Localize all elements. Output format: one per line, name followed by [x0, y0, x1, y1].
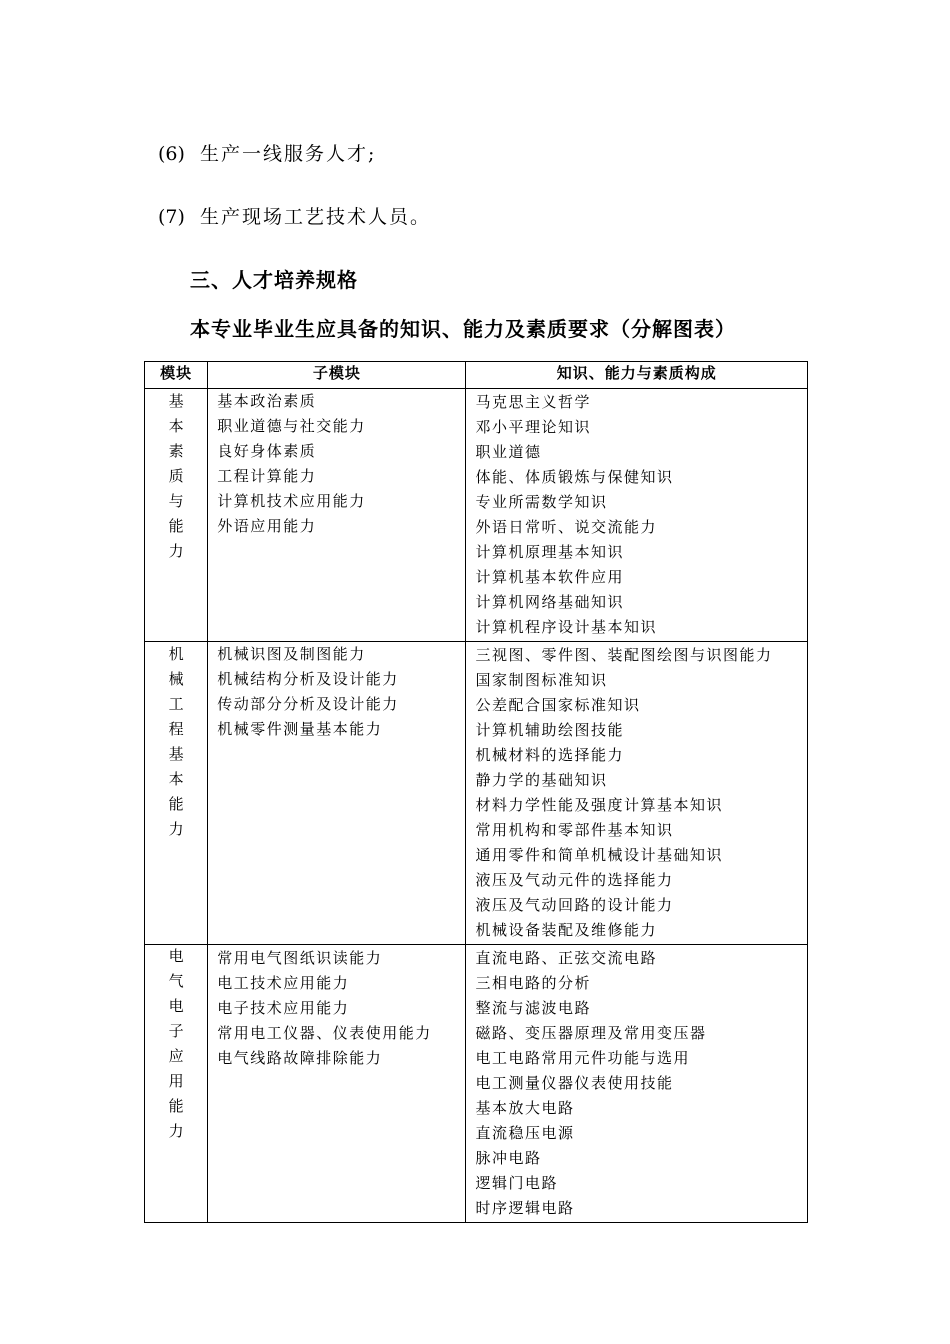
list-item: 磁路、变压器原理及常用变压器 — [475, 1024, 707, 1042]
list-item: 直流电路、正弦交流电路 — [475, 949, 657, 967]
list-item: 马克思主义哲学 — [475, 393, 591, 411]
list-item: 计算机网络基础知识 — [475, 593, 624, 611]
list-item: 职业道德 — [475, 443, 542, 461]
header-submodule: 子模块 — [208, 362, 466, 389]
list-item: 三相电路的分析 — [475, 974, 591, 992]
requirements-table — [144, 361, 808, 1223]
list-item: 直流稳压电源 — [475, 1124, 575, 1142]
module-label: 机械工程基本能力 — [168, 645, 184, 838]
table-title: 本专业毕业生应具备的知识、能力及素质要求（分解图表） — [190, 317, 736, 341]
list-item: 职业道德与社交能力 — [217, 417, 366, 435]
paragraph-item-6 — [158, 139, 376, 166]
list-item: 逻辑门电路 — [475, 1174, 558, 1192]
knowledge-cell — [466, 389, 808, 642]
list-item: 常用电工仪器、仪表使用能力 — [217, 1024, 432, 1042]
list-item: 电工电路常用元件功能与选用 — [475, 1049, 690, 1067]
submodule-cell — [208, 389, 466, 642]
list-item: 时序逻辑电路 — [475, 1199, 575, 1217]
list-item: 基本放大电路 — [475, 1099, 575, 1117]
list-item: 材料力学性能及强度计算基本知识 — [475, 796, 723, 814]
list-item: 电工技术应用能力 — [217, 974, 350, 992]
item-text: 生产一线服务人才; — [200, 143, 377, 165]
list-item: 电工测量仪器仪表使用技能 — [475, 1074, 674, 1092]
list-item: 常用电气图纸识读能力 — [217, 949, 383, 967]
table-row — [145, 642, 808, 945]
submodule-list — [217, 642, 465, 742]
module-cell — [145, 389, 208, 642]
list-item: 良好身体素质 — [217, 442, 317, 460]
list-item: 工程计算能力 — [217, 467, 317, 485]
list-item: 传动部分分析及设计能力 — [217, 695, 399, 713]
list-item: 专业所需数学知识 — [475, 493, 608, 511]
module-cell — [145, 945, 208, 1223]
header-knowledge: 知识、能力与素质构成 — [466, 362, 808, 389]
list-item: 机械结构分析及设计能力 — [217, 670, 399, 688]
knowledge-cell — [466, 945, 808, 1223]
list-item: 机械设备装配及维修能力 — [475, 921, 657, 939]
submodule-cell — [208, 642, 466, 945]
list-item: 通用零件和简单机械设计基础知识 — [475, 846, 723, 864]
list-item: 国家制图标准知识 — [475, 671, 608, 689]
list-item: 计算机技术应用能力 — [217, 492, 366, 510]
list-item: 外语日常听、说交流能力 — [475, 518, 657, 536]
table-row — [145, 389, 808, 642]
knowledge-list — [475, 390, 807, 640]
list-item: 机械零件测量基本能力 — [217, 720, 383, 738]
table-row — [145, 945, 808, 1223]
list-item: 整流与滤波电路 — [475, 999, 591, 1017]
list-item: 计算机程序设计基本知识 — [475, 618, 657, 636]
item-text: 生产现场工艺技术人员。 — [200, 206, 432, 228]
list-item: 电子技术应用能力 — [217, 999, 350, 1017]
module-label: 电气电子应用能力 — [168, 947, 184, 1140]
list-item: 三视图、零件图、装配图绘图与识图能力 — [475, 646, 773, 664]
module-cell — [145, 642, 208, 945]
list-item: 液压及气动回路的设计能力 — [475, 896, 674, 914]
submodule-cell — [208, 945, 466, 1223]
list-item: 电气线路故障排除能力 — [217, 1049, 383, 1067]
list-item: 静力学的基础知识 — [475, 771, 608, 789]
submodule-list — [217, 946, 465, 1071]
paragraph-item-7 — [158, 202, 431, 229]
list-item: 常用机构和零部件基本知识 — [475, 821, 674, 839]
header-module: 模块 — [145, 362, 208, 389]
submodule-list — [217, 389, 465, 539]
knowledge-cell — [466, 642, 808, 945]
knowledge-list — [475, 946, 807, 1221]
section-heading: 三、人才培养规格 — [190, 268, 358, 292]
list-item: 液压及气动元件的选择能力 — [475, 871, 674, 889]
list-item: 计算机辅助绘图技能 — [475, 721, 624, 739]
list-item: 计算机基本软件应用 — [475, 568, 624, 586]
module-label: 基本素质与能力 — [168, 392, 184, 560]
table-header-row — [145, 362, 808, 389]
list-item: 外语应用能力 — [217, 517, 317, 535]
list-item: 计算机原理基本知识 — [475, 543, 624, 561]
list-item: 机械材料的选择能力 — [475, 746, 624, 764]
list-item: 体能、体质锻炼与保健知识 — [475, 468, 674, 486]
knowledge-list — [475, 643, 807, 943]
list-item: 邓小平理论知识 — [475, 418, 591, 436]
list-item: 机械识图及制图能力 — [217, 645, 366, 663]
list-item: 基本政治素质 — [217, 392, 317, 410]
item-number: (7) — [158, 206, 185, 228]
list-item: 脉冲电路 — [475, 1149, 542, 1167]
list-item: 公差配合国家标准知识 — [475, 696, 641, 714]
item-number: (6) — [158, 143, 185, 165]
